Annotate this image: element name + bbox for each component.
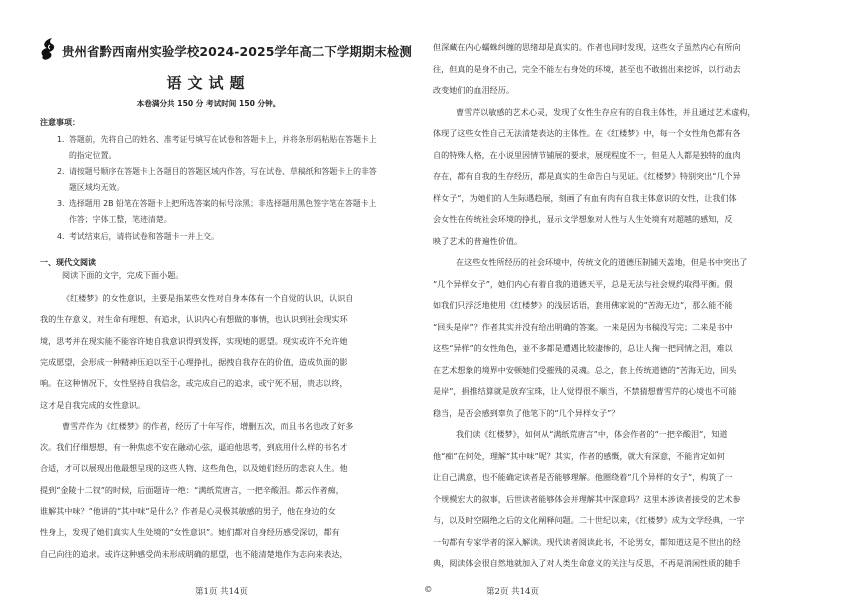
right-text-line: “回头是岸”？作者其实并没有给出明确的答案。一来是因为书稿没写完；二来是书中 xyxy=(433,321,733,332)
left-text-line: 次。我们仔细想想，有一种焦虑不安在融动心弦，逼迫他思考，到底用什么样的书名才 xyxy=(40,442,348,453)
right-text-line: 他“痴”在何处，理解“其中味”呢？其实，作者的感慨，就大有深意，不能肯定如何 xyxy=(433,450,725,461)
left-text-line: 提到“金陵十二钗”的时候，后面题诗一绝：“满纸荒唐言，一把辛酸泪。都云作者痴， xyxy=(40,484,344,495)
left-text-line: 性身上，发现了她们真实人生处境的“女性意识”。她们都对自身经历感受深切，都有 xyxy=(40,527,340,538)
note-line: 的指定位置。 xyxy=(69,151,117,160)
right-text-line: 自的特殊人格，在小说里因情节铺展的要求，展现程度不一，但是人人都是独特的血肉 xyxy=(433,149,741,160)
note-number: 4. xyxy=(57,232,65,241)
left-text-line: 这才是自我完成的女性意识。 xyxy=(40,399,146,410)
school-logo xyxy=(38,36,60,62)
right-text-line: 是岸”，捐推结算就是放弃宝珠，让人觉得很不顺当，不禁猜想曹雪芹的心境也不可能 xyxy=(433,386,737,396)
right-text-line: 个规模宏大的叙事，后世读者能够体会并理解其中深意吗？这里本涉读者接受的艺术参 xyxy=(433,493,741,504)
right-text-line: 在这些女性所经历的社会环境中，传统文化的道德压制铺天盖地，但是书中突出了 xyxy=(456,257,748,267)
right-text-line: 稳当，是否会感到辜负了他笔下的“几个异样女子”？ xyxy=(433,407,620,418)
note-number: 3. xyxy=(57,199,65,208)
note-line: 请按题号顺序在答题卡上各题目的答题区域内作答，写在试卷、草稿纸和答题卡上的非答 xyxy=(69,167,377,176)
left-text-line: 自己向往的追求。或许这种感受尚未形成明确的愿望，也不能清楚地作为志向来表达， xyxy=(40,548,348,559)
right-text-line: 映了艺术的普遍性价值。 xyxy=(433,235,523,246)
center-mark: © xyxy=(424,585,433,595)
right-text-line: “几个异样女子”，她们内心有着自我的道德天平，总是无法与社会规约取得平衡。假 xyxy=(433,278,733,289)
right-text-line: 曹雪芹以敏感的艺术心灵，发现了女性生存应有的自我主体性，并且通过艺术虚构， xyxy=(456,106,756,117)
left-text-line: 响。在这种情况下，女性坚持自我信念，或完成自己的追求，或宁死不屈，贵志以终， xyxy=(40,378,348,389)
right-text-line: 典，阅读体会很自然地就加入了对人类生命意义的关注与反思，不再是消闲性质的随手 xyxy=(433,558,741,568)
right-text-line: 存在，都有自我的生存经历，都是真实的生命告白与见证。《红楼梦》特别突出“几个异 xyxy=(433,171,741,181)
page-number-left: 第1页 共14页 xyxy=(195,587,248,597)
right-text-line: 与，以及时空隔绝之后的文化阐释问题。二十世纪以来，《红楼梦》成为文学经典，一字 xyxy=(433,515,745,525)
score-info: 本卷满分共 150 分 考试时间 150 分钟。 xyxy=(136,99,281,108)
notes-heading: 注意事项： xyxy=(40,118,80,127)
right-text-line: 一句都有专家学者的深入解读。现代读者阅读此书，不论男女，都知道这是不世出的经 xyxy=(433,536,741,547)
left-text-line: 完成愿望，会形成一种精神压迫以至于心理挣扎，据拽自我存在的价值，造成负面的影 xyxy=(40,356,348,367)
right-text-line: 让自己满意，也不能确定读者是否能够理解。他圈绕着“几个异样的女子”，构筑了一 xyxy=(433,472,733,482)
right-text-line: 体现了这些女性自己无法清楚表达的主体性。在《红楼梦》中，每一个女性角色都有各 xyxy=(433,128,741,138)
section-instruction: 阅读下面的文字，完成下面小题。 xyxy=(62,270,184,280)
right-text-line: 我们读《红楼梦》，如何从“满纸荒唐言”中，体会作者的“一把辛酸泪”，知道 xyxy=(456,429,728,439)
subject-title: 语文试题 xyxy=(166,74,251,92)
school-title: 贵州省黔西南州实验学校2024-2025学年高二下学期期末检测 xyxy=(62,44,412,59)
right-text-line: 在艺术想象的境界中安顿她们受摧残的灵魂。总之，套上传统道德的“苦海无边，回头 xyxy=(433,364,737,375)
note-line: 作答；字体工整，笔迹清楚。 xyxy=(69,215,172,224)
left-text-line: 《红楼梦》的女性意识，主要是指某些女性对自身本体有一个自觉的认识，认识自 xyxy=(62,293,354,303)
section-title: 一、现代文阅读 xyxy=(40,258,96,267)
note-number: 1. xyxy=(57,135,65,144)
right-text-line: 但深藏在内心蠕蛛纠缠的思绪却是真实的。作者也同时发现，这些女子虽然内心有所向 xyxy=(433,42,741,52)
note-number: 2. xyxy=(57,167,65,176)
note-line: 题区域均无效。 xyxy=(69,183,125,192)
right-text-line: 往，但真的是身不由己，完全不能左右身处的环境，甚至也不敢拙出来挖诉，以行动去 xyxy=(433,63,741,74)
right-text-line: 改变她们的血泪经历。 xyxy=(433,85,514,95)
note-line: 答题前，先将自己的姓名、准考证号填写在试卷和答题卡上，并将条形码粘贴在答题卡上 xyxy=(69,135,377,144)
right-text-line: 样女子”，为她们的人生际遇趋展，刻画了有血有肉有自我主体意识的女性，让我们体 xyxy=(433,192,737,203)
left-text-line: 合适，才可以展现出他最想呈现的这些人物、这些角色，以及她们经历的悲哀人生。他 xyxy=(40,463,348,474)
left-text-line: 我的生存意义，对生命有理想、有追求，认识内心有想做的事情，也认识到社会现实环 xyxy=(40,314,348,325)
right-text-line: 如我们只浮泛地使用《红楼梦》的浅层话语，套用佛家说的“苦海无边”，那么能不能 xyxy=(433,300,733,310)
note-line: 选择题用 2B 铅笔在答题卡上把所选答案的标号涂黑；非选择题用黑色签字笔在答题卡上 xyxy=(69,199,377,208)
left-text-line: 境，思考并在现实能不能容许她自我意识得到发挥，实现她的愿望。现实或许不允许她 xyxy=(40,335,348,346)
left-text-line: 曹雪芹作为《红楼梦》的作者，经历了十年写作，增删五次，而且书名也改了好多 xyxy=(62,420,354,431)
page-number-right: 第2页 共14页 xyxy=(486,587,539,597)
left-text-line: 谁解其中味？”他讲的“其中味”是什么？作者是心灵极其敏感的男子，他在身边的女 xyxy=(40,506,336,516)
right-text-line: 这些“异样”的女性角色，並不多都是遭遇比较凄惨的，总让人掬一把同情之泪，难以 xyxy=(433,343,733,353)
note-line: 考试结束后，请将试卷和答题卡一并上交。 xyxy=(69,232,219,241)
right-text-line: 会女性在传统社会环境的挣扎，显示文学想象对人性与人生处境有对超越的感知，反 xyxy=(433,214,733,224)
